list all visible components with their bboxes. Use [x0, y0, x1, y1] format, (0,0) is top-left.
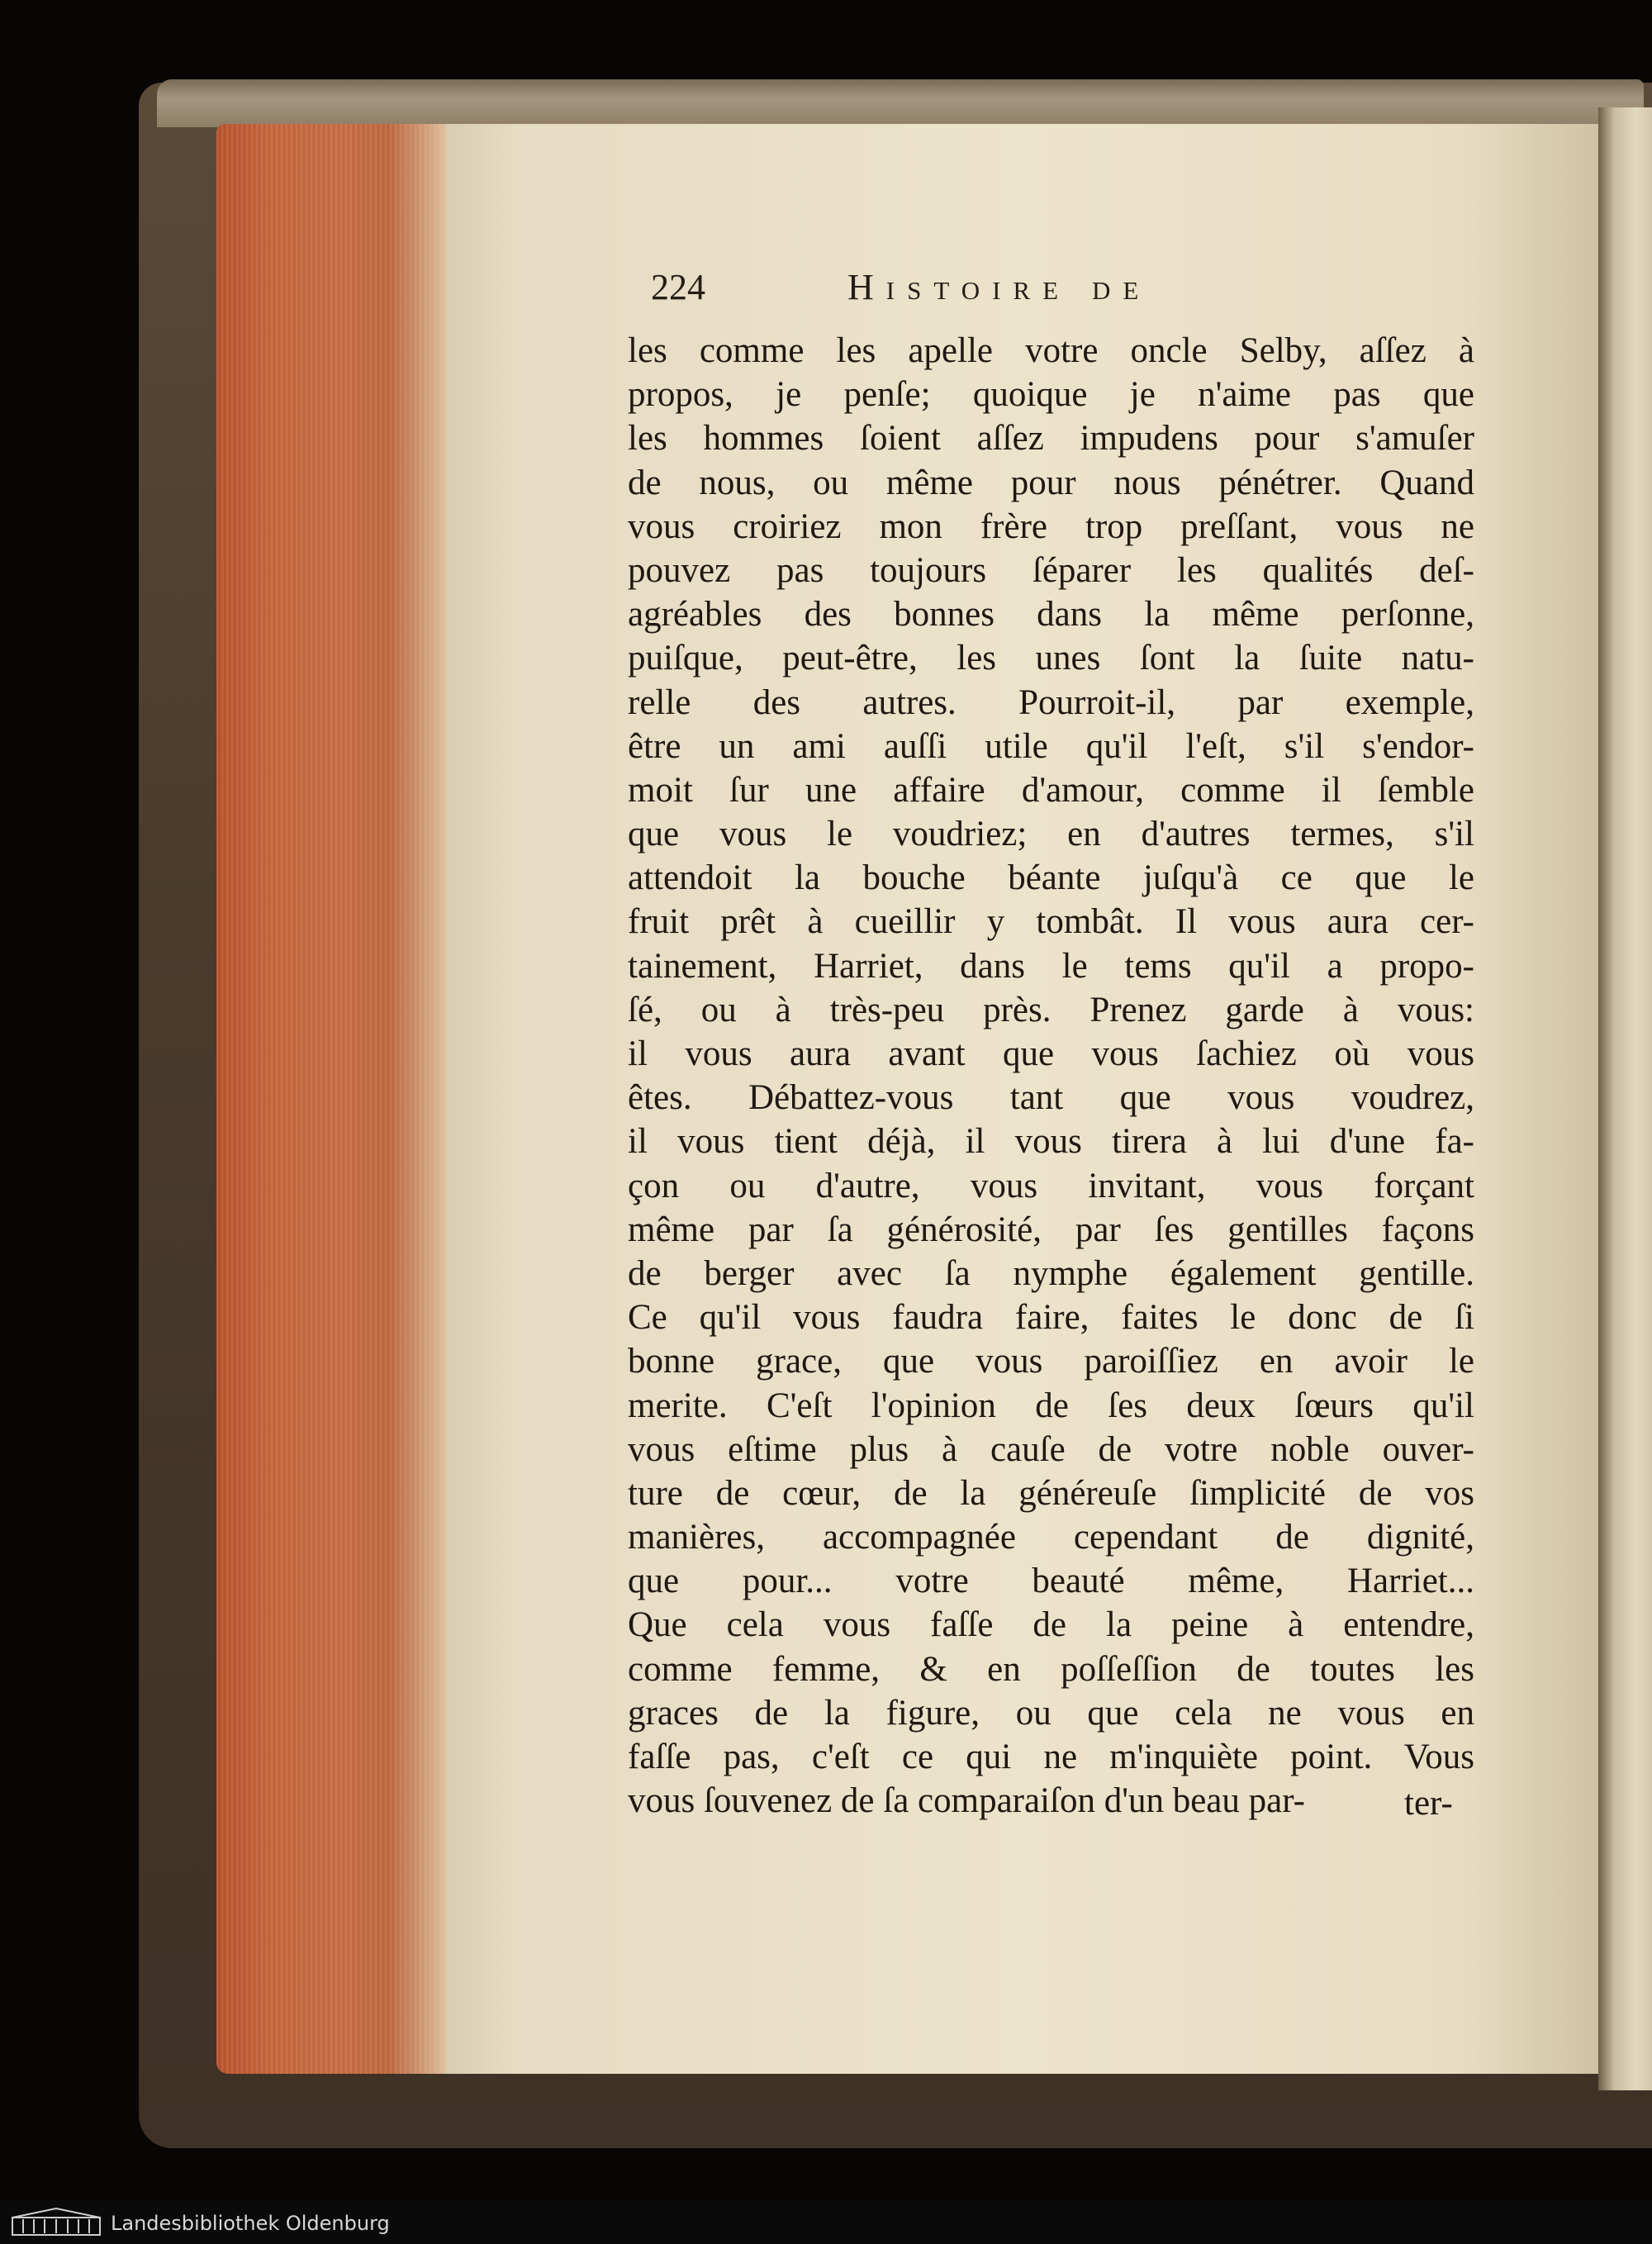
text-line: manières, accompagnée cependant de dignité, — [628, 1518, 1474, 1557]
facing-page-gutter — [1598, 107, 1652, 2090]
text-line: Ce qu'il vous faudra faire, faites le donc de ſi — [628, 1298, 1474, 1338]
text-line: agréables des bonnes dans la même perſonne, — [628, 595, 1474, 635]
catchword: ter- — [1404, 1784, 1453, 1823]
text-line: pouvez pas toujours ſéparer les qualités deſ- — [628, 550, 1474, 590]
book-top-edge — [157, 79, 1644, 127]
text-line: ture de cœur, de la généreuſe ſimplicité de vos — [628, 1473, 1474, 1513]
text-line: relle des autres. Pourroit-il, par exemple, — [628, 682, 1474, 722]
text-line: même par ſa générosité, par ſes gentilles façons — [628, 1210, 1474, 1249]
text-line: fruit prêt à cueillir y tombât. Il vous aura cer- — [628, 902, 1474, 942]
text-line: puiſque, peut-être, les unes ſont la ſuite natu- — [628, 639, 1474, 678]
text-line: propos, je penſe; quoique je n'aime pas que — [628, 375, 1474, 415]
text-line: êtes. Débattez-vous tant que vous voudrez, — [628, 1078, 1474, 1118]
text-line: être un ami auſſi utile qu'il l'eſt, s'il s'endor- — [628, 726, 1474, 766]
text-line: Que cela vous faſſe de la peine à entendre, — [628, 1605, 1474, 1645]
text-line: que vous le voudriez; en d'autres termes, s'il — [628, 815, 1474, 854]
text-line: vous croiriez mon frère trop preſſant, vous ne — [628, 506, 1474, 546]
text-line: comme femme, & en poſſeſſion de toutes les — [628, 1649, 1474, 1689]
page-edges-highlight — [388, 124, 454, 2074]
page-number: 224 — [651, 267, 705, 307]
text-line: graces de la figure, ou que cela ne vous en — [628, 1693, 1474, 1733]
text-line: il vous tient déjà, il vous tirera à lui d'une fa- — [628, 1122, 1474, 1162]
page-header — [651, 266, 1295, 316]
text-line: merite. C'eſt l'opinion de ſes deux ſœurs qu'il — [628, 1386, 1474, 1425]
text-line: moit ſur une affaire d'amour, comme il ſemble — [628, 770, 1474, 810]
text-line: que pour... votre beauté même, Harriet... — [628, 1562, 1474, 1601]
text-line: vous ſouvenez de ſa comparaiſon d'un beau par- — [628, 1781, 1306, 1821]
library-logo-icon — [12, 2208, 101, 2236]
text-line: les hommes ſoient aſſez impudens pour s'amuſer — [628, 419, 1474, 459]
text-line: çon ou d'autre, vous invitant, vous forçant — [628, 1166, 1474, 1205]
text-line: ſé, ou à très-peu près. Prenez garde à vous: — [628, 990, 1474, 1029]
text-line: attendoit la bouche béante juſqu'à ce que le — [628, 858, 1474, 898]
running-head: Histoire de — [847, 267, 1151, 307]
text-line: vous eſtime plus à cauſe de votre noble ouver- — [628, 1429, 1474, 1469]
text-line: faſſe pas, c'eſt ce qui ne m'inquiète point. Vous — [628, 1738, 1474, 1776]
text-line: il vous aura avant que vous ſachiez où vous — [628, 1034, 1474, 1073]
text-line: tainement, Harriet, dans le tems qu'il a propo- — [628, 946, 1474, 986]
library-name: Landesbibliothek Oldenburg — [111, 2212, 390, 2235]
text-line: de berger avec ſa nymphe également gentille. — [628, 1253, 1474, 1293]
text-line: bonne grace, que vous paroiſſiez en avoir le — [628, 1342, 1474, 1381]
text-line: de nous, ou même pour nous pénétrer. Quand — [628, 463, 1474, 502]
text-line: les comme les apelle votre oncle Selby, aſſez à — [628, 331, 1474, 370]
body-text — [628, 329, 1474, 1823]
